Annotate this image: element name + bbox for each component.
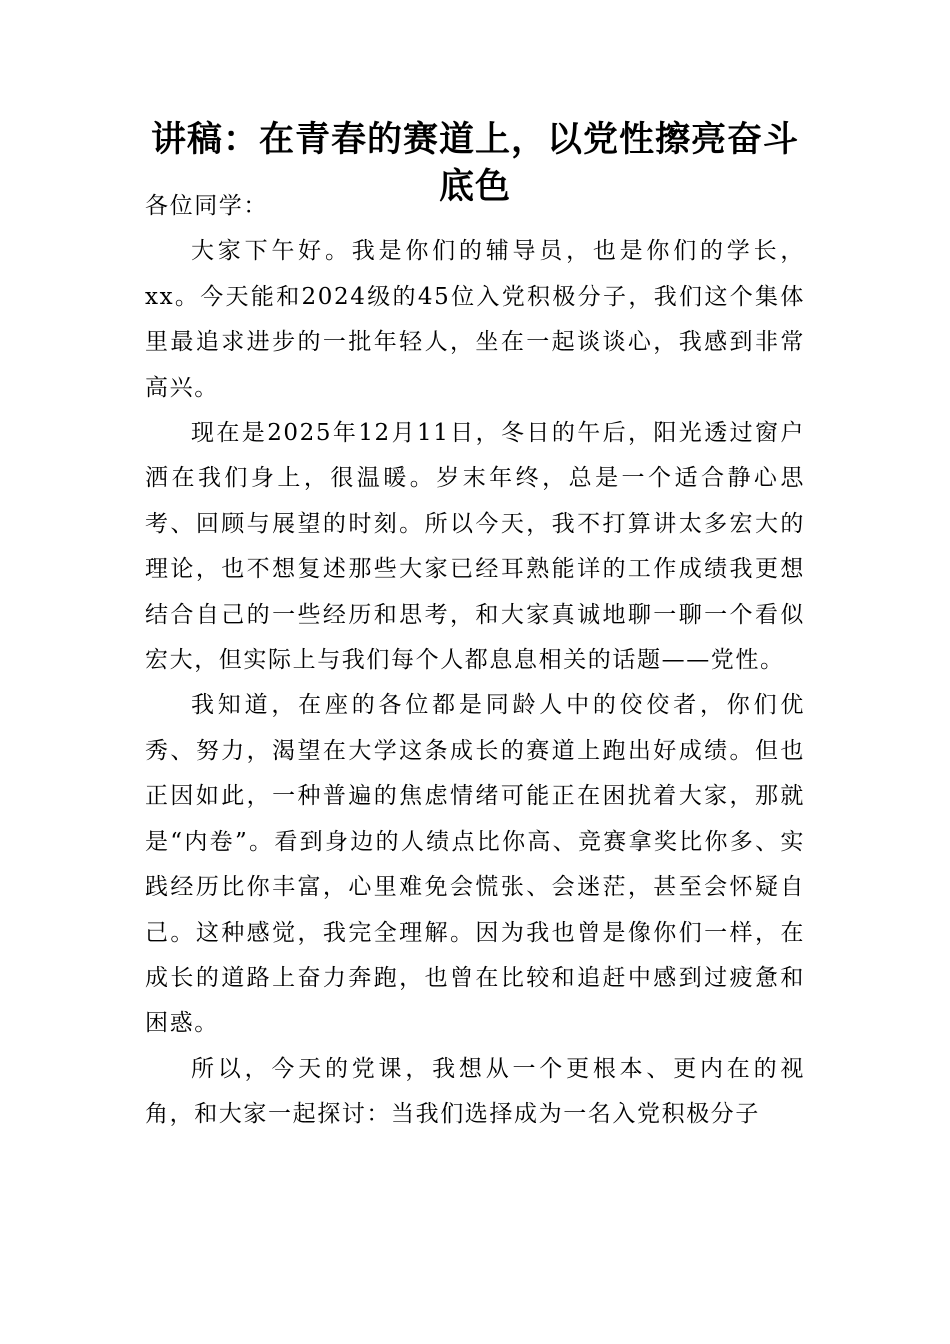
document-title: 讲稿：在青春的赛道上，以党性擦亮奋斗底色 <box>150 119 799 207</box>
paragraph-1: 大家下午好。我是你们的辅导员，也是你们的学长，xx。今天能和2024级的45位入党积极分子，我们这个集体里最追求进步的一批年轻人，坐在一起谈谈心，我感到非常高兴。 <box>145 238 805 401</box>
document-body <box>145 184 805 1138</box>
paragraph-2: 现在是2025年12月11日，冬日的午后，阳光透过窗户洒在我们身上，很温暖。岁末年终，总是一个适合静心思考、回顾与展望的时刻。所以今天，我不打算讲太多宏大的理论，也不想复述那些大家已经耳熟能详的工作成绩我更想结合自己的一些经历和思考，和大家真诚地聊一聊一个看似宏大，但实际上与我们每个人都息息相关的话题——党性。 <box>145 420 805 674</box>
paragraph-4: 所以，今天的党课，我想从一个更根本、更内在的视角，和大家一起探讨：当我们选择成为一名入党积极分子 <box>145 1055 805 1128</box>
paragraph-3: 我知道，在座的各位都是同龄人中的佼佼者，你们优秀、努力，渴望在大学这条成长的赛道上跑出好成绩。但也正因如此，一种普遍的焦虑情绪可能正在困扰着大家，那就是“内卷”。看到身边的人绩点比你高、竞赛拿奖比你多、实践经历比你丰富，心里难免会慌张、会迷茫，甚至会怀疑自己。这种感觉，我完全理解。因为我也曾是像你们一样，在成长的道路上奋力奔跑，也曾在比较和追赶中感到过疲惫和困惑。 <box>145 692 805 1037</box>
salutation: 各位同学： <box>145 193 268 219</box>
